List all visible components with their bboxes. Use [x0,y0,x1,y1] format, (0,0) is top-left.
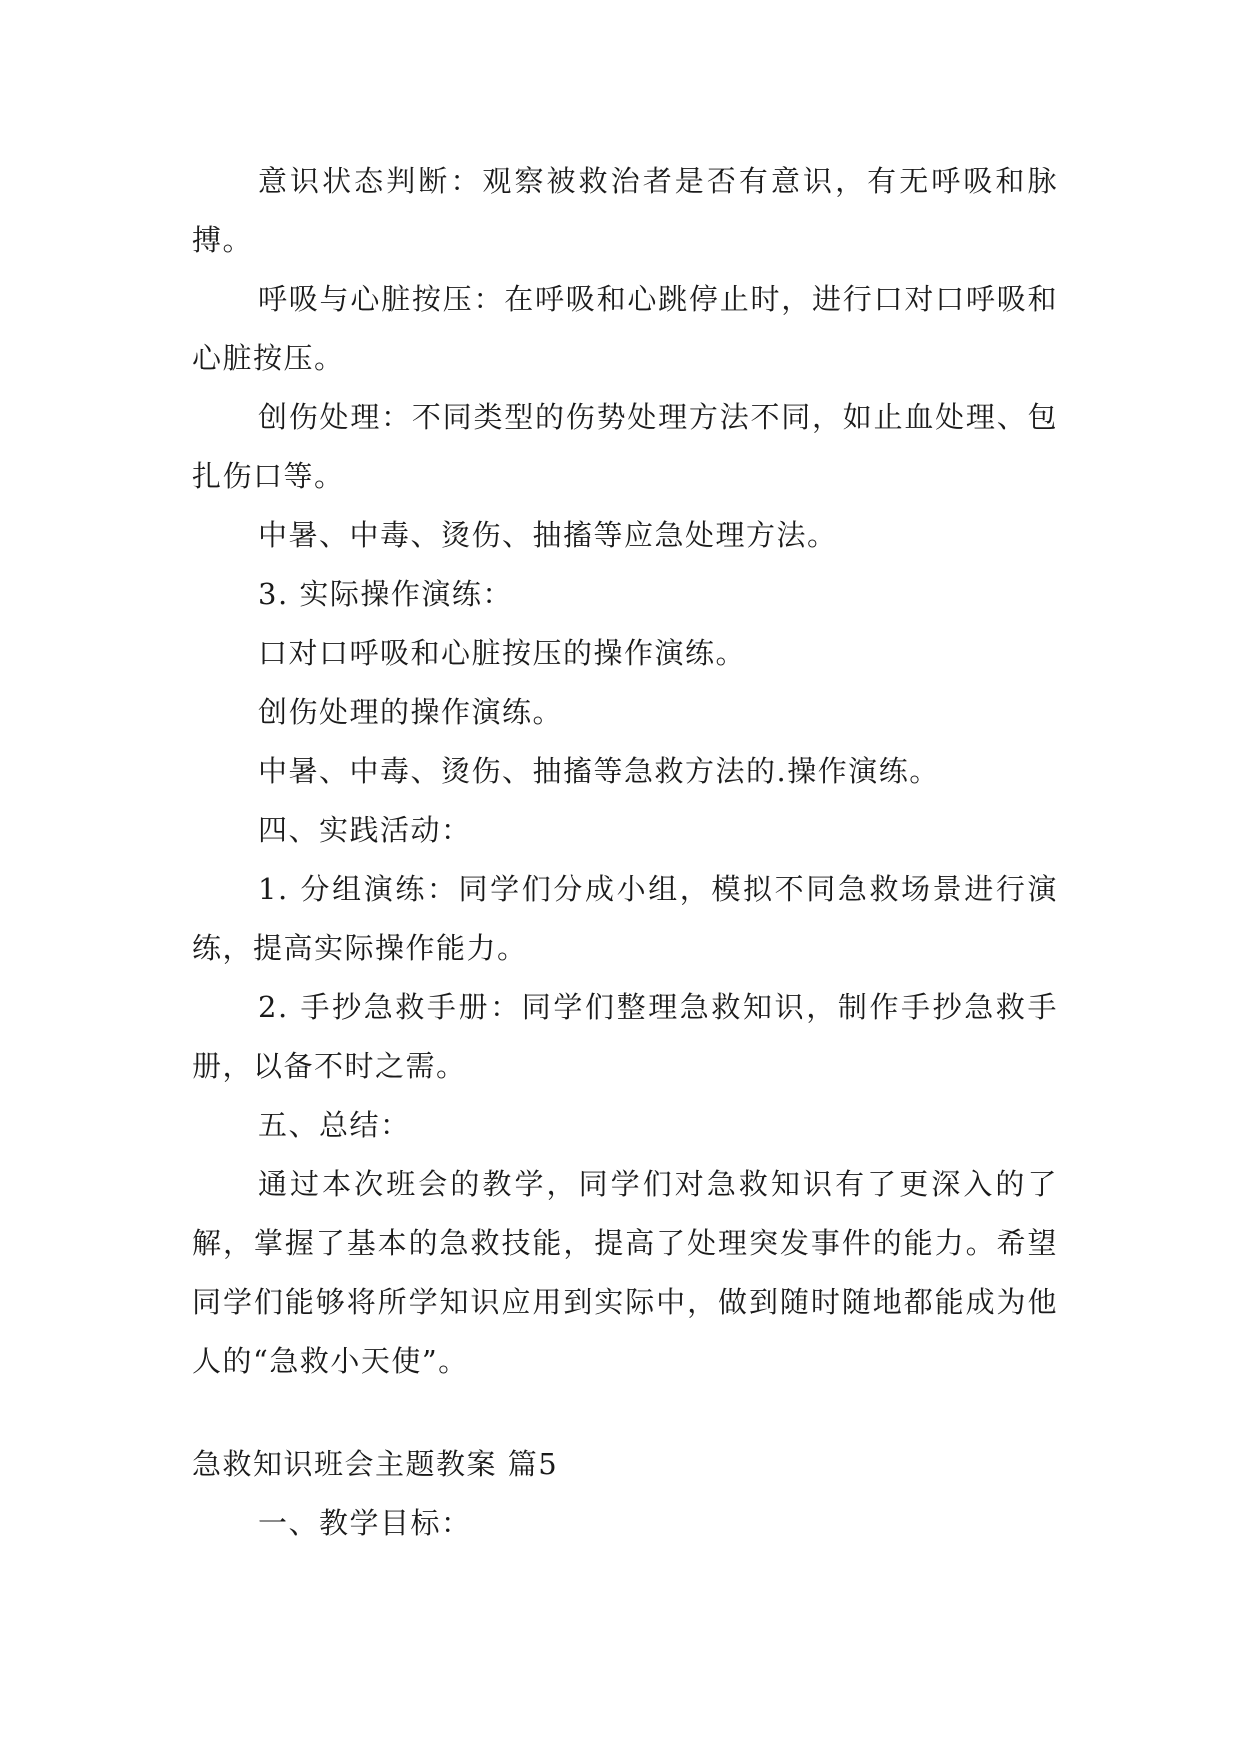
heading-practice-drill: 3. 实际操作演练： [258,577,513,611]
paragraph-cpr: 呼吸与心脏按压：在呼吸和心跳停止时，进行口对口呼吸和心脏按压。 [192,282,1058,375]
paragraph-consciousness: 意识状态判断：观察被救治者是否有意识，有无呼吸和脉搏。 [192,164,1058,257]
heading-practice-activities: 四、实践活动： [258,813,472,847]
document-body [192,152,1058,1553]
heading-summary: 五、总结： [258,1108,411,1142]
paragraph-wound-care: 创伤处理：不同类型的伤势处理方法不同，如止血处理、包扎伤口等。 [192,400,1058,493]
heading-teaching-goals: 一、教学目标： [258,1506,472,1540]
list-item-cpr-drill: 口对口呼吸和心脏按压的操作演练。 [258,636,747,670]
section-title: 急救知识班会主题教案 篇5 [192,1447,559,1481]
paragraph-summary: 通过本次班会的教学，同学们对急救知识有了更深入的了解，掌握了基本的急救技能，提高了处理突发事件的能力。希望同学们能够将所学知识应用到实际中，做到随时随地都能成为他人的“急救小天使”。 [192,1167,1058,1378]
paragraph-emergency-methods: 中暑、中毒、烫伤、抽搐等应急处理方法。 [258,518,838,552]
list-item-first-aid-drill: 中暑、中毒、烫伤、抽搐等急救方法的.操作演练。 [258,754,940,788]
list-item-wound-drill: 创伤处理的操作演练。 [258,695,564,729]
paragraph-handbook: 2. 手抄急救手册：同学们整理急救知识，制作手抄急救手册，以备不时之需。 [192,990,1058,1083]
paragraph-group-drill: 1. 分组演练：同学们分成小组，模拟不同急救场景进行演练，提高实际操作能力。 [192,872,1058,965]
